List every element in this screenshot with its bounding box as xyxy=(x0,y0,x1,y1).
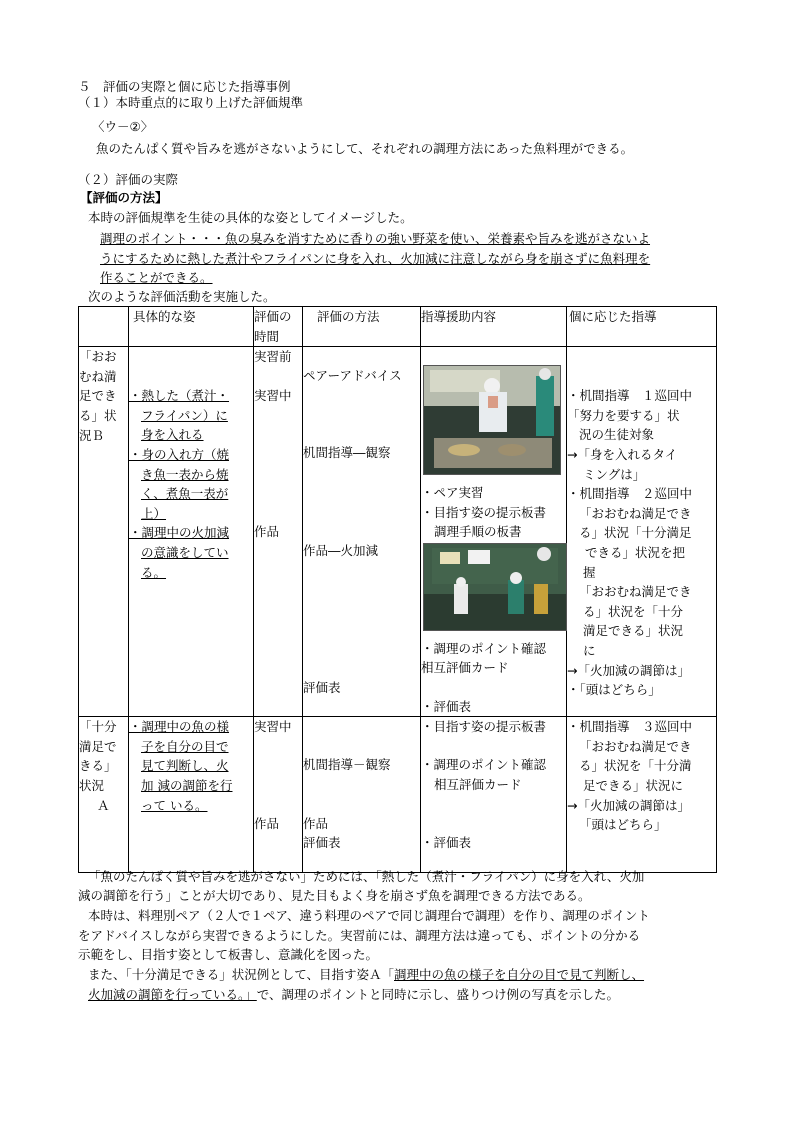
guidance-b-cell: ・机間指導 １巡回中 「努力を要する」状 況の生徒対象 →「身を入れるタイ ミングは」 ・机間指導 ２巡回中 「おおむね満足でき る」状況「十分満足 できる」状況を把 握 「おおむね満足でき る」状況を「十分 満足できる」状況 に →「火加減の調節は」 ・「頭はどちら」 xyxy=(567,347,717,717)
support-b-cell: ・ペア実習 ・目指す姿の提示板書 調理手順の板書 ・調理のポイント確認 相互評価カード ・評価表 xyxy=(421,347,567,717)
paragraph-2-line-2: をアドバイスしながら実習できるようにした。実習前には、調理方法は違っても、ポイントの分かる xyxy=(78,928,641,943)
evaluation-table xyxy=(78,306,717,873)
table-header-row xyxy=(79,307,717,347)
criterion-text: 魚のたんぱく質や旨みを逃がさないようにして、それぞれの調理方法にあった魚料理ができる。 xyxy=(96,141,634,156)
time-b-cell: 実習前 実習中 作品 xyxy=(254,347,303,717)
method-a-cell: 机間指導－観察 作品 評価表 xyxy=(303,717,421,873)
cooking-point-line-2: うにするために熱した煮汁やフライパンに身を入れ、火加減に注意しながら身を崩さずに魚料理を xyxy=(100,251,651,266)
header-support: 指導援助内容 xyxy=(421,307,567,347)
cooking-photo-2 xyxy=(423,543,567,631)
figure-b-cell: ・熱した（煮汁・ フライパン）に 身を入れる ・身の入れ方（焼 き魚一表から焼 く、煮魚一表が 上） ・調理中の火加減 の意識をしてい る。 xyxy=(129,347,254,717)
time-a-cell: 実習中 作品 xyxy=(254,717,303,873)
intro-line: 本時の評価規準を生徒の具体的な姿としてイメージした。 xyxy=(88,210,413,225)
header-guidance: 個に応じた指導 xyxy=(567,307,717,347)
cooking-photo-1 xyxy=(423,365,561,475)
status-a-cell: 「十分 満足で きる」 状況 Ａ xyxy=(79,717,129,873)
guidance-a-cell: ・机間指導 ３巡回中 「おおむね満足でき る」状況を「十分満 足できる」状況に →「火加減の調節は」 「頭はどちら」 xyxy=(567,717,717,873)
support-a-cell: ・目指す姿の提示板書 ・調理のポイント確認 相互評価カード ・評価表 xyxy=(421,717,567,873)
paragraph-1-line-2: 減の調節を行う」ことが大切であり、見た目もよく身を崩さず魚を調理できる方法である。 xyxy=(78,888,591,903)
section-title: ５ 評価の実際と個に応じた指導事例 xyxy=(78,79,291,94)
table-row-a xyxy=(79,717,717,873)
subsection-2-title: （２）評価の実際 xyxy=(78,172,179,187)
criterion-code: 〈ウ－②〉 xyxy=(92,119,154,134)
header-time: 評価の 時間 xyxy=(254,307,303,347)
activity-line: 次のような評価活動を実施した。 xyxy=(88,289,276,304)
header-figure: 具体的な姿 xyxy=(129,307,254,347)
paragraph-2-line-1: 本時は、料理別ペア（２人で１ペア、違う料理のペアで同じ調理台で調理）を作り、調理のポイント xyxy=(88,908,650,923)
paragraph-1-line-1: 「魚のたんぱく質や旨みを逃がさない」ためには、「熱した（煮汁・フライパン）に身を入れ、火加 xyxy=(88,869,645,884)
paragraph-3-line-2: 火加減の調節を行っている。」で、調理のポイントと同時に示し、盛りつけ例の写真を示した。 xyxy=(88,987,620,1002)
paragraph-3-line-1: また、「十分満足できる」状況例として、目指す姿Ａ「調理中の魚の様子を自分の目で見て判断し、 xyxy=(88,967,645,982)
header-method: 評価の方法 xyxy=(303,307,421,347)
cooking-point-line-3: 作ることができる。 xyxy=(100,270,213,285)
method-b-cell: ペアーアドバイス 机間指導―観察 作品―火加減 評価表 xyxy=(303,347,421,717)
table-row-b xyxy=(79,347,717,717)
status-b-cell: 「おお むね満 足でき る」状 況Ｂ xyxy=(79,347,129,717)
method-heading: 【評価の方法】 xyxy=(80,190,168,205)
header-status xyxy=(79,307,129,347)
cooking-point-line-1: 調理のポイント・・・魚の臭みを消すために香りの強い野菜を使い、栄養素や旨みを逃がさないよ xyxy=(100,231,651,246)
figure-a-cell: ・調理中の魚の様 子を自分の目で 見て判断し、火 加 減の調節を行 って いる。 xyxy=(129,717,254,873)
subsection-1-title: （１）本時重点的に取り上げた評価規準 xyxy=(78,95,304,110)
paragraph-2-line-3: 示範をし、目指す姿として板書し、意識化を図った。 xyxy=(78,947,379,962)
